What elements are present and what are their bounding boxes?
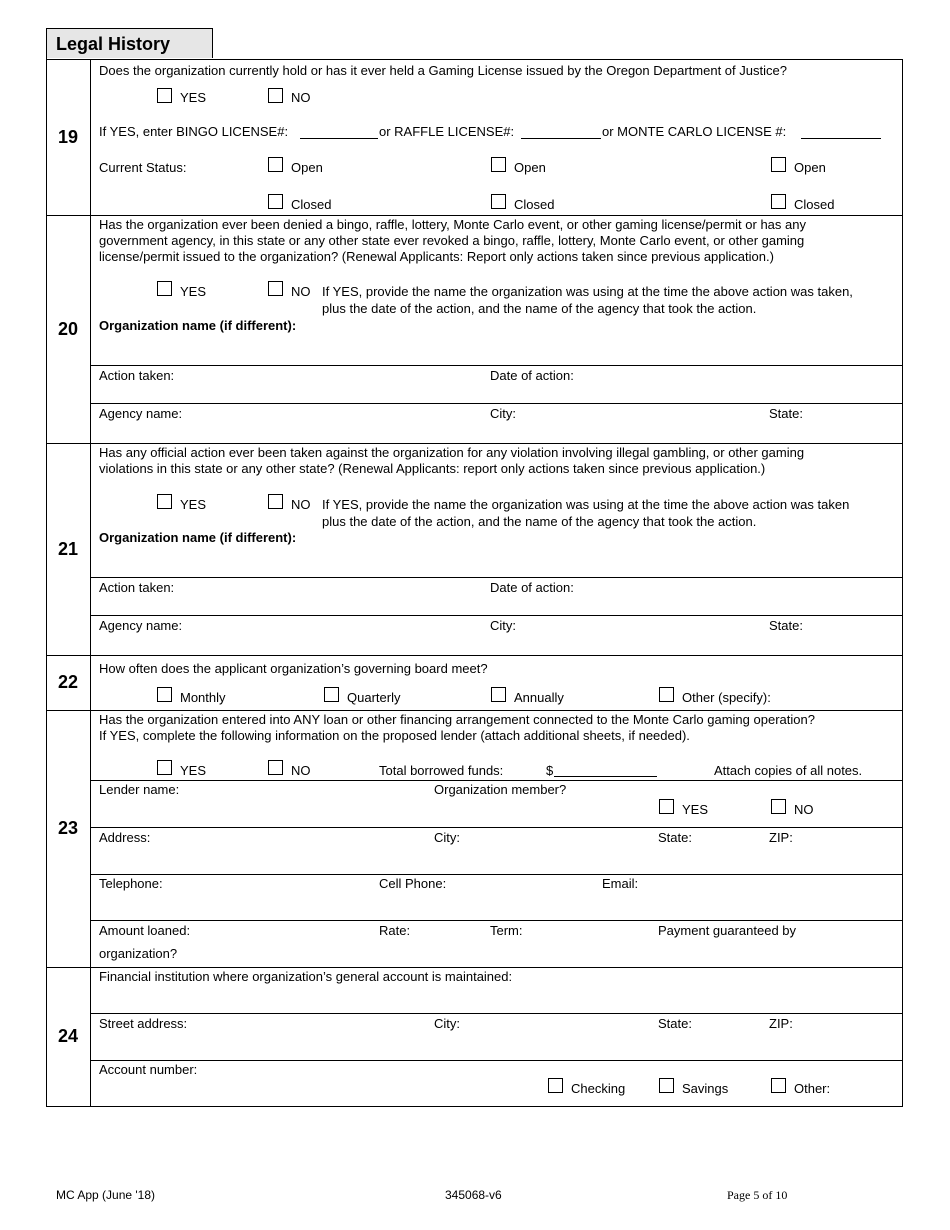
monte-carlo-open-checkbox[interactable] bbox=[771, 157, 786, 172]
q20-action-taken-label: Action taken: bbox=[99, 368, 175, 383]
q21-row-divider bbox=[90, 577, 903, 578]
q21-row-divider bbox=[90, 615, 903, 616]
payment-guaranteed-label: Payment guaranteed by bbox=[658, 923, 797, 938]
q20-state-label: State: bbox=[769, 406, 803, 421]
q19-monte-carlo-license-label: or MONTE CARLO LICENSE #: bbox=[602, 124, 787, 139]
footer-doc-version: 345068-v6 bbox=[445, 1188, 502, 1202]
q23-row-divider bbox=[90, 874, 903, 875]
q21-question-line-1: Has any official action ever been taken against the organization for any violation involving illegal gambling, or other gaming bbox=[99, 445, 805, 460]
q20-question-line-3: license/permit issued to the organization? (Renewal Applicants: Report only actions taken since previous application.) bbox=[99, 249, 774, 264]
cell-phone-label: Cell Phone: bbox=[379, 876, 447, 891]
bank-zip-label: ZIP: bbox=[769, 1016, 793, 1031]
section-title: Legal History bbox=[46, 28, 213, 58]
savings-checkbox[interactable] bbox=[659, 1078, 674, 1093]
lender-zip-label: ZIP: bbox=[769, 830, 793, 845]
monte-carlo-license-input[interactable] bbox=[801, 138, 881, 139]
bingo-closed-checkbox[interactable] bbox=[268, 194, 283, 209]
divider-23-24 bbox=[46, 967, 903, 968]
q19-bingo-license-label: If YES, enter BINGO LICENSE#: bbox=[99, 124, 289, 139]
q23-row-divider bbox=[90, 780, 903, 781]
q21-org-name-label: Organization name (if different): bbox=[99, 530, 297, 545]
q20-no-checkbox[interactable] bbox=[268, 281, 283, 296]
q23-row-divider bbox=[90, 827, 903, 828]
frame-left bbox=[46, 28, 47, 1107]
divider-20-21 bbox=[46, 443, 903, 444]
monte-carlo-closed-label: Closed bbox=[794, 197, 835, 212]
bingo-closed-label: Closed bbox=[291, 197, 332, 212]
monte-carlo-closed-checkbox[interactable] bbox=[771, 194, 786, 209]
frame-right bbox=[902, 59, 903, 1107]
q19-no-checkbox[interactable] bbox=[268, 88, 283, 103]
q23-question-line-2: If YES, complete the following information on the proposed lender (attach additional sheets, if needed). bbox=[99, 728, 690, 743]
q19-yes-label: YES bbox=[180, 90, 207, 105]
checking-label: Checking bbox=[571, 1081, 626, 1096]
account-number-label: Account number: bbox=[99, 1062, 198, 1077]
q21-city-label: City: bbox=[490, 618, 516, 633]
monthly-label: Monthly bbox=[180, 690, 226, 705]
quarterly-label: Quarterly bbox=[347, 690, 401, 705]
other-account-checkbox[interactable] bbox=[771, 1078, 786, 1093]
q20-row-divider bbox=[90, 403, 903, 404]
divider-19-20 bbox=[46, 215, 903, 216]
raffle-open-checkbox[interactable] bbox=[491, 157, 506, 172]
q22-question: How often does the applicant organization’s governing board meet? bbox=[99, 661, 488, 676]
question-number-22: 22 bbox=[57, 672, 79, 692]
org-member-yes-checkbox[interactable] bbox=[659, 799, 674, 814]
lender-name-label: Lender name: bbox=[99, 782, 180, 797]
bingo-open-label: Open bbox=[291, 160, 323, 175]
q21-no-label: NO bbox=[291, 497, 311, 512]
q23-question-line-1: Has the organization entered into ANY loan or other financing arrangement connected to the Monte Carlo gaming operation? bbox=[99, 712, 815, 727]
question-number-23: 23 bbox=[57, 818, 79, 838]
other-frequency-label: Other (specify): bbox=[682, 690, 771, 705]
q24-row-divider bbox=[90, 1013, 903, 1014]
q20-org-name-label: Organization name (if different): bbox=[99, 318, 297, 333]
monthly-checkbox[interactable] bbox=[157, 687, 172, 702]
total-borrowed-input[interactable] bbox=[554, 776, 657, 777]
footer-form-id: MC App (June '18) bbox=[56, 1188, 156, 1202]
annually-label: Annually bbox=[514, 690, 564, 705]
q20-date-of-action-label: Date of action: bbox=[490, 368, 574, 383]
bingo-open-checkbox[interactable] bbox=[268, 157, 283, 172]
q21-if-yes-line-2: plus the date of the action, and the name of the agency that took the action. bbox=[322, 514, 757, 529]
number-column-divider bbox=[90, 59, 91, 1107]
question-number-21: 21 bbox=[57, 539, 79, 559]
q20-if-yes-line-2: plus the date of the action, and the name of the agency that took the action. bbox=[322, 301, 757, 316]
q24-row-divider bbox=[90, 1060, 903, 1061]
frame-bottom bbox=[46, 1106, 903, 1107]
raffle-closed-label: Closed bbox=[514, 197, 555, 212]
q23-yes-checkbox[interactable] bbox=[157, 760, 172, 775]
q23-no-label: NO bbox=[291, 763, 311, 778]
divider-22-23 bbox=[46, 710, 903, 711]
q21-question-line-2: violations in this state or any other state? (Renewal Applicants: report only actions taken since previous application.) bbox=[99, 461, 766, 476]
other-account-label: Other: bbox=[794, 1081, 831, 1096]
attach-notes-label: Attach copies of all notes. bbox=[714, 763, 863, 778]
raffle-license-input[interactable] bbox=[521, 138, 601, 139]
q20-yes-label: YES bbox=[180, 284, 207, 299]
question-number-20: 20 bbox=[57, 319, 79, 339]
q23-no-checkbox[interactable] bbox=[268, 760, 283, 775]
rate-label: Rate: bbox=[379, 923, 411, 938]
bank-state-label: State: bbox=[658, 1016, 692, 1031]
q21-yes-label: YES bbox=[180, 497, 207, 512]
checking-checkbox[interactable] bbox=[548, 1078, 563, 1093]
q19-raffle-license-label: or RAFFLE LICENSE#: bbox=[379, 124, 515, 139]
org-member-no-checkbox[interactable] bbox=[771, 799, 786, 814]
org-member-label: Organization member? bbox=[434, 782, 567, 797]
q20-row-divider bbox=[90, 365, 903, 366]
annually-checkbox[interactable] bbox=[491, 687, 506, 702]
q19-question: Does the organization currently hold or has it ever held a Gaming License issued by the Oregon Department of Justice? bbox=[99, 63, 787, 78]
q21-state-label: State: bbox=[769, 618, 803, 633]
quarterly-checkbox[interactable] bbox=[324, 687, 339, 702]
q20-question-line-1: Has the organization ever been denied a bingo, raffle, lottery, Monte Carlo event, or other gaming license/permit or has any bbox=[99, 217, 806, 232]
total-borrowed-label: Total borrowed funds: bbox=[379, 763, 504, 778]
org-member-no-label: NO bbox=[794, 802, 814, 817]
financial-institution-label: Financial institution where organization’s general account is maintained: bbox=[99, 969, 513, 984]
q23-yes-label: YES bbox=[180, 763, 207, 778]
frame-top bbox=[46, 59, 903, 60]
lender-state-label: State: bbox=[658, 830, 692, 845]
q21-agency-name-label: Agency name: bbox=[99, 618, 183, 633]
question-number-19: 19 bbox=[57, 127, 79, 147]
q21-action-taken-label: Action taken: bbox=[99, 580, 175, 595]
amount-loaned-label: Amount loaned: bbox=[99, 923, 191, 938]
monte-carlo-open-label: Open bbox=[794, 160, 826, 175]
q23-row-divider bbox=[90, 920, 903, 921]
raffle-closed-checkbox[interactable] bbox=[491, 194, 506, 209]
bank-city-label: City: bbox=[434, 1016, 460, 1031]
q19-current-status-label: Current Status: bbox=[99, 160, 187, 175]
q19-yes-checkbox[interactable] bbox=[157, 88, 172, 103]
q21-if-yes-line-1: If YES, provide the name the organization was using at the time the above action was taken bbox=[322, 497, 850, 512]
email-label: Email: bbox=[602, 876, 639, 891]
q20-agency-name-label: Agency name: bbox=[99, 406, 183, 421]
q20-city-label: City: bbox=[490, 406, 516, 421]
q21-date-of-action-label: Date of action: bbox=[490, 580, 574, 595]
lender-address-label: Address: bbox=[99, 830, 151, 845]
savings-label: Savings bbox=[682, 1081, 729, 1096]
divider-21-22 bbox=[46, 655, 903, 656]
footer-page-number: Page 5 of 10 bbox=[727, 1188, 788, 1202]
dollar-sign: $ bbox=[546, 763, 554, 778]
q20-question-line-2: government agency, in this state or any other state ever revoked a bingo, raffle, lottery, Monte Carlo event, or other gaming bbox=[99, 233, 805, 248]
q20-no-label: NO bbox=[291, 284, 311, 299]
q19-no-label: NO bbox=[291, 90, 311, 105]
raffle-open-label: Open bbox=[514, 160, 546, 175]
q21-no-checkbox[interactable] bbox=[268, 494, 283, 509]
q20-if-yes-line-1: If YES, provide the name the organization was using at the time the above action was taken, bbox=[322, 284, 853, 299]
org-member-yes-label: YES bbox=[682, 802, 709, 817]
q20-yes-checkbox[interactable] bbox=[157, 281, 172, 296]
question-number-24: 24 bbox=[57, 1026, 79, 1046]
lender-city-label: City: bbox=[434, 830, 460, 845]
other-frequency-checkbox[interactable] bbox=[659, 687, 674, 702]
term-label: Term: bbox=[490, 923, 523, 938]
telephone-label: Telephone: bbox=[99, 876, 163, 891]
street-address-label: Street address: bbox=[99, 1016, 188, 1031]
bingo-license-input[interactable] bbox=[300, 138, 378, 139]
organization-question-label: organization? bbox=[99, 946, 178, 961]
q21-yes-checkbox[interactable] bbox=[157, 494, 172, 509]
